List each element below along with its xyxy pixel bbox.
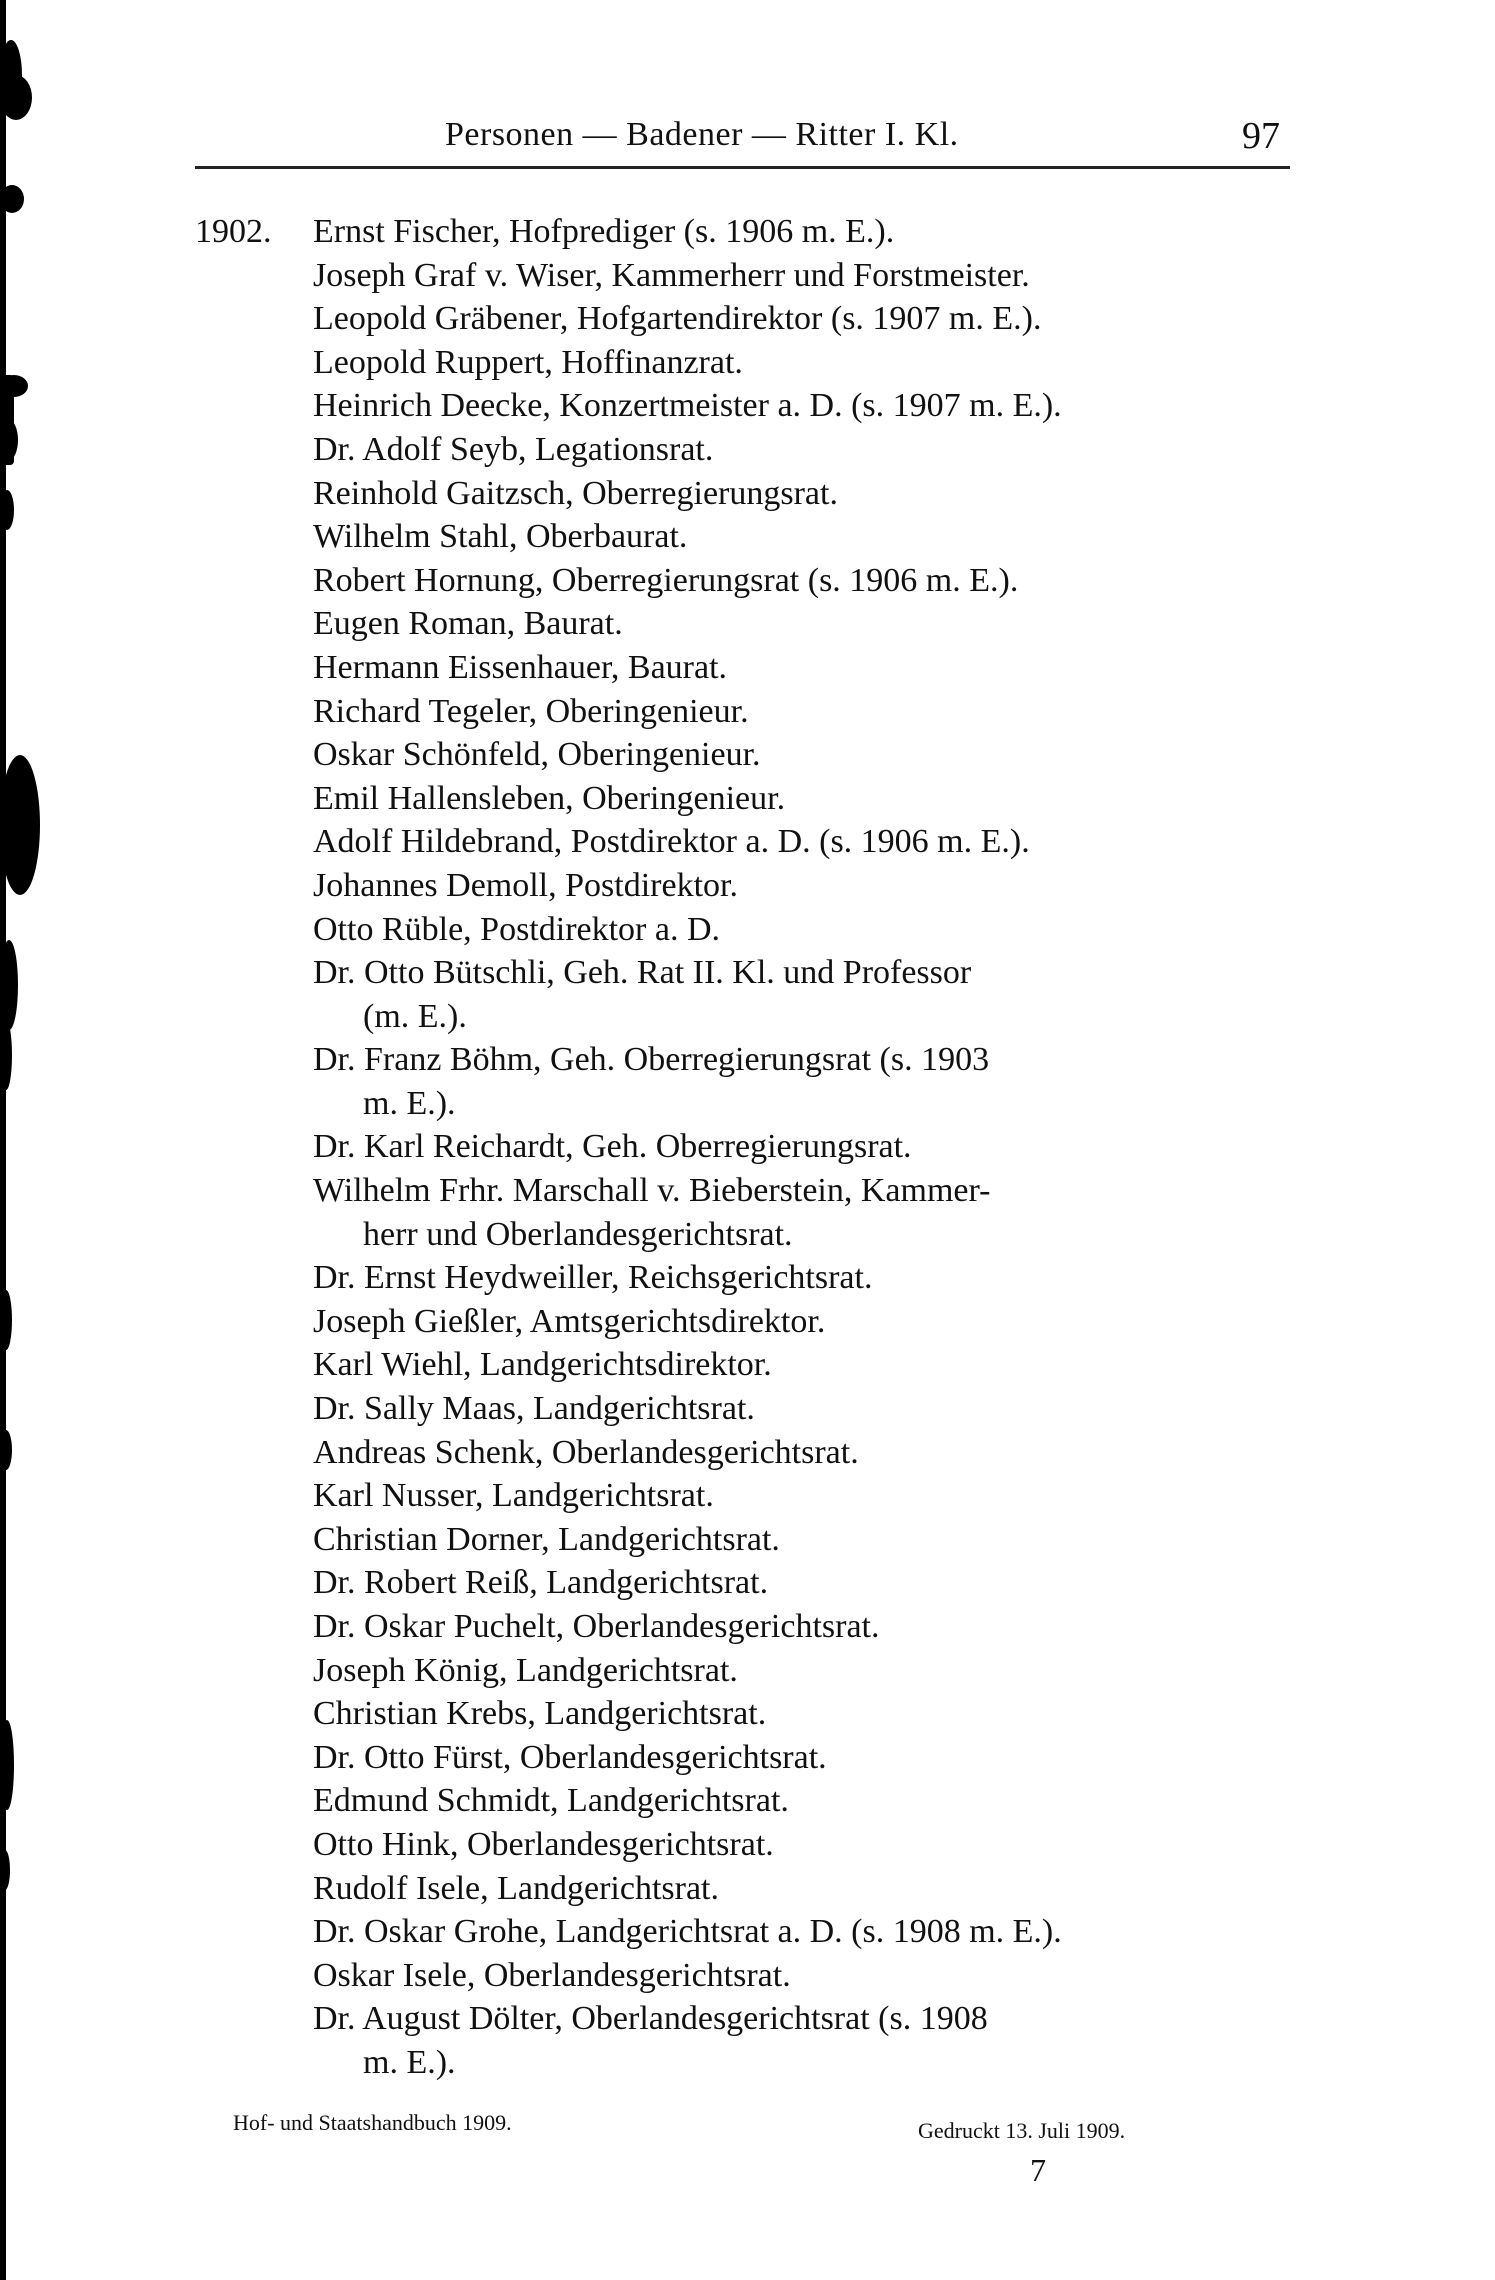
list-item xyxy=(195,690,1295,734)
ink-blot xyxy=(0,75,32,120)
entry-text: Dr. Otto Fürst, Oberlandesgerichtsrat. xyxy=(313,1738,827,1776)
list-item xyxy=(195,1910,1295,1954)
ink-blot xyxy=(0,1720,14,1810)
list-item xyxy=(195,1692,1295,1736)
list-item xyxy=(195,428,1295,472)
list-item xyxy=(195,1387,1295,1431)
list-item xyxy=(195,384,1295,428)
entry-text: Dr. Robert Reiß, Landgerichtsrat. xyxy=(313,1564,769,1602)
entry-text: Dr. Sally Maas, Landgerichtsrat. xyxy=(313,1390,755,1428)
entry-continuation: m. E.). xyxy=(363,2043,456,2081)
entry-text: Rudolf Isele, Landgerichtsrat. xyxy=(313,1869,719,1907)
page-number: 97 xyxy=(1242,115,1280,157)
ink-blot xyxy=(0,1430,12,1470)
ink-blot xyxy=(0,1850,10,1890)
list-item xyxy=(195,820,1295,864)
signature-mark: 7 xyxy=(1030,2152,1046,2188)
list-item xyxy=(195,1474,1295,1518)
entry-text: Ernst Fischer, Hofprediger (s. 1906 m. E.). xyxy=(313,213,895,250)
ink-blot xyxy=(0,1020,12,1090)
list-item xyxy=(195,1561,1295,1605)
entry-text: Edmund Schmidt, Landgerichtsrat. xyxy=(313,1782,789,1820)
list-item xyxy=(195,602,1295,646)
list-item xyxy=(195,1038,1295,1125)
list-item xyxy=(195,1605,1295,1649)
entry-text: Johannes Demoll, Postdirektor. xyxy=(313,866,738,904)
ink-blot xyxy=(0,755,40,895)
list-item xyxy=(195,1649,1295,1693)
list-item xyxy=(195,515,1295,559)
list-item xyxy=(195,1518,1295,1562)
list-item xyxy=(195,1256,1295,1300)
ink-blot xyxy=(0,490,14,530)
entry-text: Leopold Gräbener, Hofgartendirektor (s. 1907 m. E.). xyxy=(313,300,1042,338)
entry-text: Richard Tegeler, Oberingenieur. xyxy=(313,692,749,730)
entry-text: Karl Wiehl, Landgerichtsdirektor. xyxy=(313,1346,772,1384)
list-item xyxy=(195,1300,1295,1344)
entry-text: Adolf Hildebrand, Postdirektor a. D. (s. 1906 m. E.). xyxy=(313,823,1030,861)
list-item xyxy=(195,646,1295,690)
section-year: 1902. xyxy=(195,213,272,250)
entry-text: Dr. Otto Bütschli, Geh. Rat II. Kl. und Professor xyxy=(313,954,972,992)
list-item xyxy=(195,1431,1295,1475)
entry-text: Reinhold Gaitzsch, Oberregierungsrat. xyxy=(313,474,838,512)
entry-text: Robert Hornung, Oberregierungsrat (s. 1906 m. E.). xyxy=(313,561,1019,599)
entry-text: Dr. Oskar Grohe, Landgerichtsrat a. D. (s. 1908 m. E.). xyxy=(313,1913,1062,1951)
entry-text: Dr. Adolf Seyb, Legationsrat. xyxy=(313,430,714,468)
list-item xyxy=(195,1169,1295,1256)
entry-text: Emil Hallensleben, Oberingenieur. xyxy=(313,779,786,817)
entry-text: Heinrich Deecke, Konzertmeister a. D. (s. 1907 m. E.). xyxy=(313,387,1062,425)
list-item xyxy=(195,733,1295,777)
list-item xyxy=(195,472,1295,516)
entry-text: Wilhelm Stahl, Oberbaurat. xyxy=(313,518,688,556)
list-item xyxy=(195,559,1295,603)
list-item xyxy=(195,1823,1295,1867)
entry-text: Dr. Franz Böhm, Geh. Oberregierungsrat (s. 1903 xyxy=(313,1041,990,1079)
entry-list xyxy=(195,210,1295,2085)
ink-blot xyxy=(0,185,24,213)
entry-text: Dr. Ernst Heydweiller, Reichsgerichtsrat. xyxy=(313,1259,873,1297)
entry-text: Karl Nusser, Landgerichtsrat. xyxy=(313,1477,714,1515)
entry-text: Otto Rüble, Postdirektor a. D. xyxy=(313,910,721,948)
footer-print-date: Gedruckt 13. Juli 1909. xyxy=(918,2118,1126,2143)
list-item xyxy=(195,297,1295,341)
entry-text: Leopold Ruppert, Hoffinanzrat. xyxy=(313,343,743,381)
entry-text: Wilhelm Frhr. Marschall v. Bieberstein, Kammer- xyxy=(313,1172,991,1210)
list-item xyxy=(195,864,1295,908)
list-item xyxy=(195,341,1295,385)
header-title: Personen — Badener — Ritter I. Kl. xyxy=(445,116,959,153)
list-item xyxy=(195,908,1295,952)
entry-text: Christian Krebs, Landgerichtsrat. xyxy=(313,1695,767,1733)
list-item xyxy=(195,254,1295,298)
entry-continuation: (m. E.). xyxy=(363,997,467,1035)
entry-text: Dr. August Dölter, Oberlandesgerichtsrat (s. 1908 xyxy=(313,2000,988,2038)
list-item xyxy=(195,1954,1295,1998)
entry-text: Otto Hink, Oberlandesgerichtsrat. xyxy=(313,1825,774,1863)
ink-blot xyxy=(0,375,14,465)
list-item xyxy=(195,1125,1295,1169)
list-item xyxy=(195,1343,1295,1387)
entry-text: Eugen Roman, Baurat. xyxy=(313,605,623,643)
entry-text: Andreas Schenk, Oberlandesgerichtsrat. xyxy=(313,1433,859,1471)
ink-blot xyxy=(0,1290,12,1350)
entry-text: Christian Dorner, Landgerichtsrat. xyxy=(313,1520,780,1558)
ink-blot xyxy=(0,940,18,1030)
list-item xyxy=(195,1867,1295,1911)
footer-publication: Hof- und Staatshandbuch 1909. xyxy=(233,2110,512,2135)
entry-text: Dr. Karl Reichardt, Geh. Oberregierungsrat. xyxy=(313,1128,912,1166)
entry-text: Joseph Graf v. Wiser, Kammerherr und Forstmeister. xyxy=(313,256,1030,294)
running-header xyxy=(195,108,1290,168)
entry-text: Joseph Gießler, Amtsgerichtsdirektor. xyxy=(313,1302,826,1340)
page-binding-edge xyxy=(0,0,6,2280)
list-item xyxy=(195,951,1295,1038)
entry-text: Dr. Oskar Puchelt, Oberlandesgerichtsrat. xyxy=(313,1608,880,1645)
list-item xyxy=(195,1997,1295,2084)
list-item xyxy=(195,1779,1295,1823)
entry-text: Hermann Eissenhauer, Baurat. xyxy=(313,648,728,686)
list-item xyxy=(195,777,1295,821)
entry-text: Joseph König, Landgerichtsrat. xyxy=(313,1651,738,1689)
entry-continuation: m. E.). xyxy=(363,1084,456,1122)
entry-text: Oskar Schönfeld, Oberingenieur. xyxy=(313,736,761,774)
list-item xyxy=(195,1736,1295,1780)
list-item xyxy=(195,210,1295,254)
entry-text: Oskar Isele, Oberlandesgerichtsrat. xyxy=(313,1956,791,1994)
header-rule xyxy=(195,166,1290,169)
entry-continuation: herr und Oberlandesgerichtsrat. xyxy=(363,1215,793,1253)
